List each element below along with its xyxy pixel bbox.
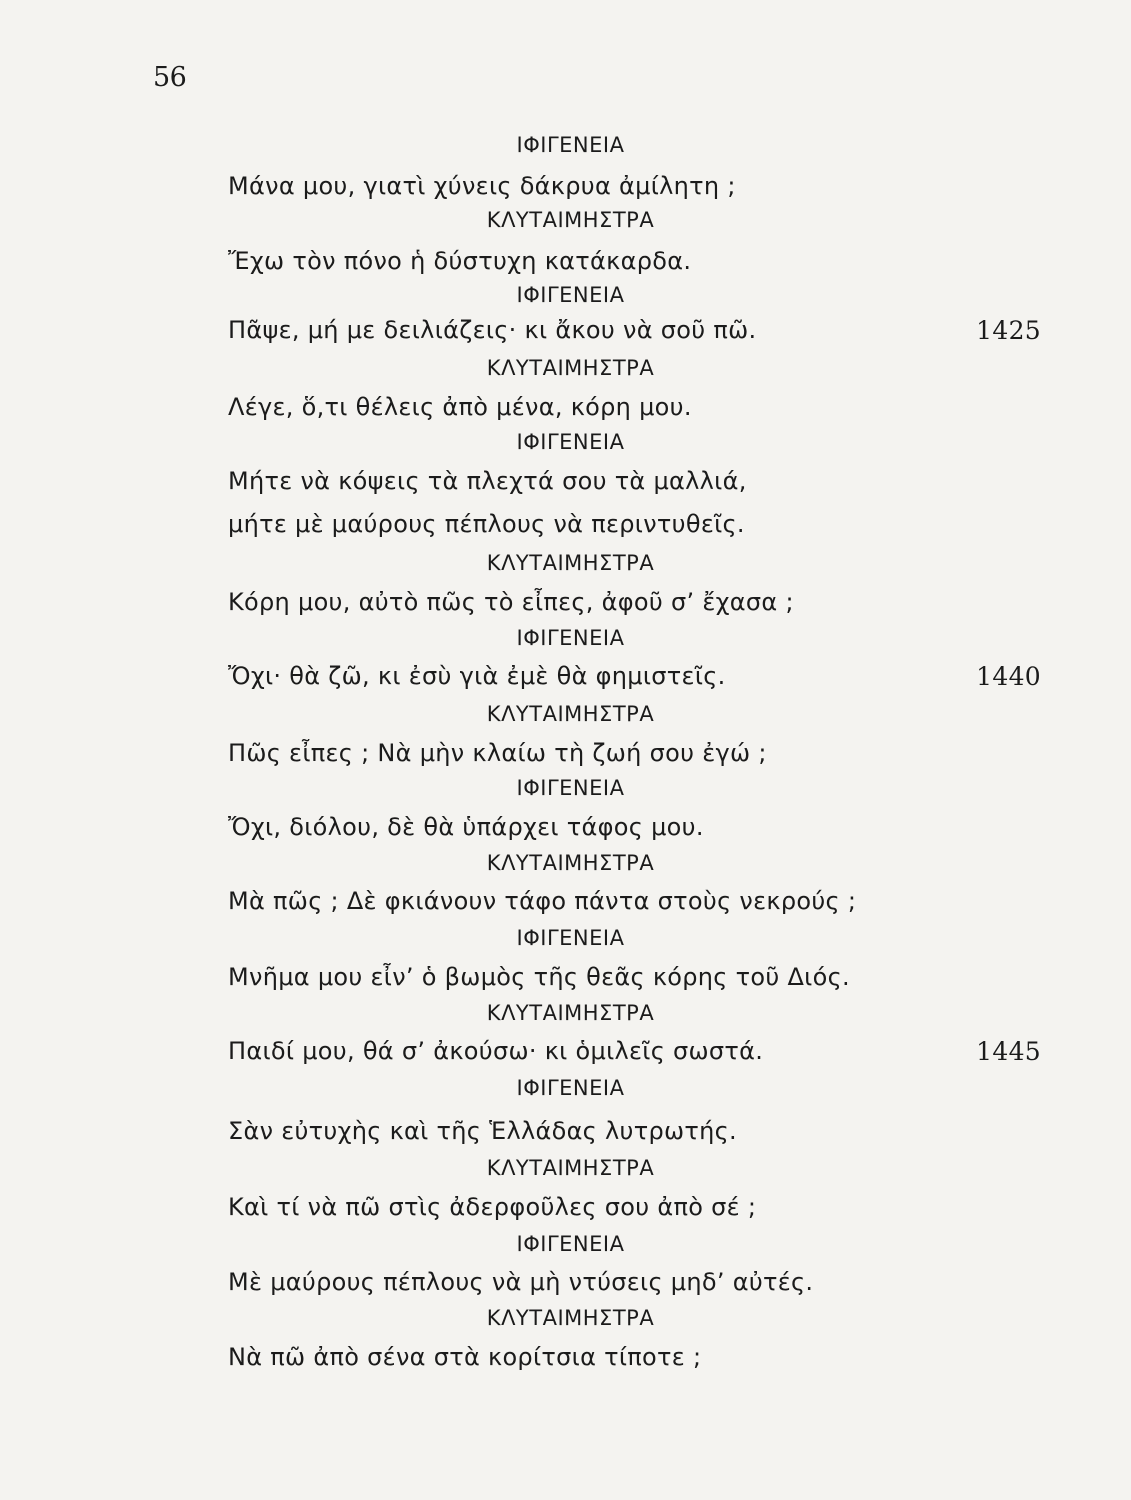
speaker-label: ΚΛΥΤΑΙΜΗΣΤΡΑ [486, 702, 655, 726]
speaker-label: ΙΦΙΓΕΝΕΙΑ [516, 133, 625, 157]
speaker-label: ΙΦΙΓΕΝΕΙΑ [516, 283, 625, 307]
verse-text: Παιδί μου, θά σ’ ἀκούσω· κι ὁμιλεῖς σωστά. [228, 1037, 764, 1065]
speaker-label: ΚΛΥΤΑΙΜΗΣΤΡΑ [486, 1001, 655, 1025]
speaker-label: ΚΛΥΤΑΙΜΗΣΤΡΑ [486, 1156, 655, 1180]
verse-text: Πῶς εἶπες ; Νὰ μὴν κλαίω τὴ ζωή σου ἐγώ ; [228, 739, 767, 767]
verse-text: Κόρη μου, αὐτὸ πῶς τὸ εἶπες, ἀφοῦ σ’ ἔχασα ; [228, 588, 794, 616]
speaker-label: ΚΛΥΤΑΙΜΗΣΤΡΑ [486, 851, 655, 875]
verse-text: Μὲ μαύρους πέπλους νὰ μὴ ντύσεις μηδ’ αὐτές. [228, 1268, 814, 1296]
verse-text: Ἔχω τὸν πόνο ἡ δύστυχη κατάκαρδα. [228, 247, 692, 275]
verse-text: Καὶ τί νὰ πῶ στὶς ἀδερφοῦλες σου ἀπὸ σέ ; [228, 1193, 757, 1221]
speaker-label: ΙΦΙΓΕΝΕΙΑ [516, 1076, 625, 1100]
line-number: 1425 [976, 316, 1041, 345]
speaker-label: ΙΦΙΓΕΝΕΙΑ [516, 626, 625, 650]
verse-text: Νὰ πῶ ἀπὸ σένα στὰ κορίτσια τίποτε ; [228, 1343, 702, 1371]
verse-text: Μὰ πῶς ; Δὲ φκιάνουν τάφο πάντα στοὺς νεκρούς ; [228, 887, 857, 915]
speaker-label: ΚΛΥΤΑΙΜΗΣΤΡΑ [486, 1306, 655, 1330]
speaker-label: ΚΛΥΤΑΙΜΗΣΤΡΑ [486, 208, 655, 232]
verse-text: Μνῆμα μου εἶν’ ὁ βωμὸς τῆς θεᾶς κόρης τοῦ Διός. [228, 963, 850, 991]
speaker-label: ΙΦΙΓΕΝΕΙΑ [516, 776, 625, 800]
speaker-label: ΚΛΥΤΑΙΜΗΣΤΡΑ [486, 356, 655, 380]
verse-text: Λέγε, ὅ,τι θέλεις ἀπὸ μένα, κόρη μου. [228, 393, 692, 421]
speaker-label: ΙΦΙΓΕΝΕΙΑ [516, 430, 625, 454]
page-number: 56 [153, 62, 187, 93]
line-number: 1445 [976, 1037, 1041, 1066]
verse-text: Μάνα μου, γιατὶ χύνεις δάκρυα ἀμίλητη ; [228, 172, 736, 200]
verse-text: Ὄχι, διόλου, δὲ θὰ ὑπάρχει τάφος μου. [228, 813, 704, 841]
speaker-label: ΙΦΙΓΕΝΕΙΑ [516, 926, 625, 950]
verse-text: Ὄχι· θὰ ζῶ, κι ἐσὺ γιὰ ἐμὲ θὰ φημιστεῖς. [228, 662, 726, 690]
line-number: 1440 [976, 662, 1041, 691]
verse-text: Μήτε νὰ κόψεις τὰ πλεχτά σου τὰ μαλλιά, [228, 467, 747, 495]
verse-text: Σὰν εὐτυχὴς καὶ τῆς Ἑλλάδας λυτρωτής. [228, 1117, 737, 1145]
verse-text: Πᾶψε, μή με δειλιάζεις· κι ἄκου νὰ σοῦ πῶ. [228, 316, 757, 344]
speaker-label: ΚΛΥΤΑΙΜΗΣΤΡΑ [486, 551, 655, 575]
speaker-label: ΙΦΙΓΕΝΕΙΑ [516, 1232, 625, 1256]
verse-text: μήτε μὲ μαύρους πέπλους νὰ περιντυθεῖς. [228, 510, 745, 538]
